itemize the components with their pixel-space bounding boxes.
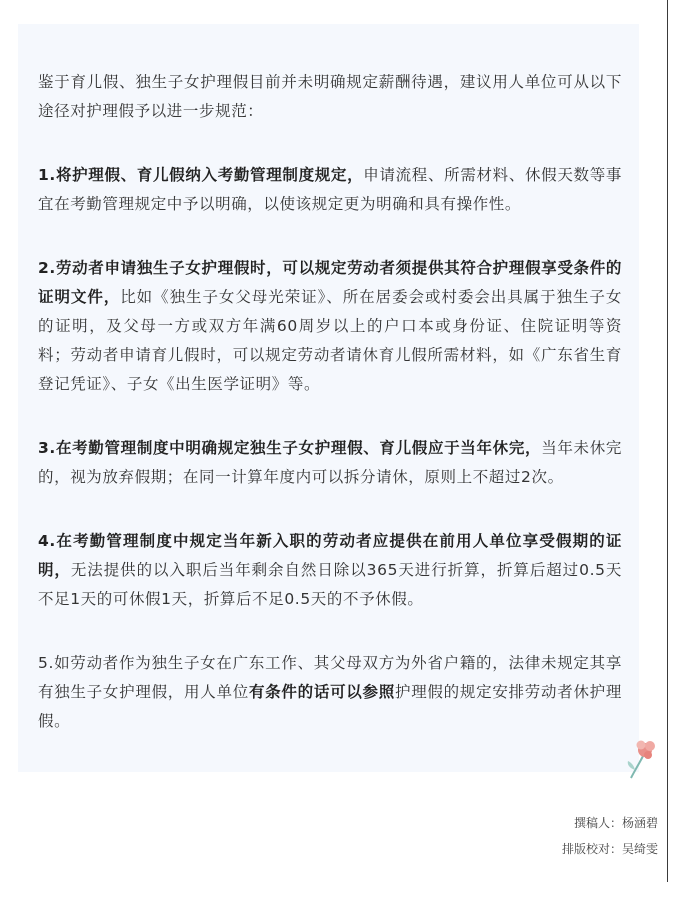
flower-icon [619,736,659,782]
item-2-text: 比如《独生子女父母光荣证》、所在居委会或村委会出具属于独生子女的证明，及父母一方或双方年满60周岁以上的户口本或身份证、住院证明等资料；劳动者申请育儿假时，可以规定劳动者请休育儿假所需材料，如《广东省生育登记凭证》、子女《出生医学证明》等。 [38,288,622,393]
article-body [38,68,622,771]
item-2-paragraph [38,254,622,399]
item-3-text: 当年未休完的，视为放弃假期；在同一计算年度内可以拆分请休，原则上不超过2次。 [38,439,622,486]
item-3-bold: 3.在考勤管理制度中明确规定独生子女护理假、育儿假应于当年休完， [38,439,542,457]
proofreader-credit: 排版校对：吴绮雯 [561,842,658,856]
item-5-text-lead: 5.如劳动者作为独生子女在广东工作、其父母双方为外省户籍的，法律未规定其享有独生子女护理假，用人单位 [38,654,622,701]
item-1-bold: 1.将护理假、育儿假纳入考勤管理制度规定， [38,166,364,184]
editor-credit: 撰稿人：杨涵碧 [573,816,658,830]
item-3-paragraph [38,434,622,492]
item-2-bold: 2.劳动者申请独生子女护理假时，可以规定劳动者须提供其符合护理假享受条件的证明文件， [38,259,622,306]
item-5-text: 护理假的规定安排劳动者休护理假。 [38,683,622,730]
credits [562,810,658,862]
item-5-bold: 有条件的话可以参照 [248,683,395,701]
item-1-paragraph [38,161,622,219]
item-4-paragraph [38,527,622,614]
item-4-bold: 4.在考勤管理制度中规定当年新入职的劳动者应提供在前用人单位享受假期的证明， [38,532,622,579]
item-1-text: 申请流程、所需材料、休假天数等事宜在考勤管理规定中予以明确，以使该规定更为明确和具有操作性。 [38,166,622,213]
item-4-text: 无法提供的以入职后当年剩余自然日除以365天进行折算，折算后超过0.5天不足1天的可休假1天，折算后不足0.5天的不予休假。 [38,561,623,608]
item-5-paragraph [38,649,622,736]
right-divider-line [667,0,668,882]
intro-paragraph: 鉴于育儿假、独生子女护理假目前并未明确规定薪酬待遇，建议用人单位可从以下途径对护理假予以进一步规范： [38,73,622,120]
